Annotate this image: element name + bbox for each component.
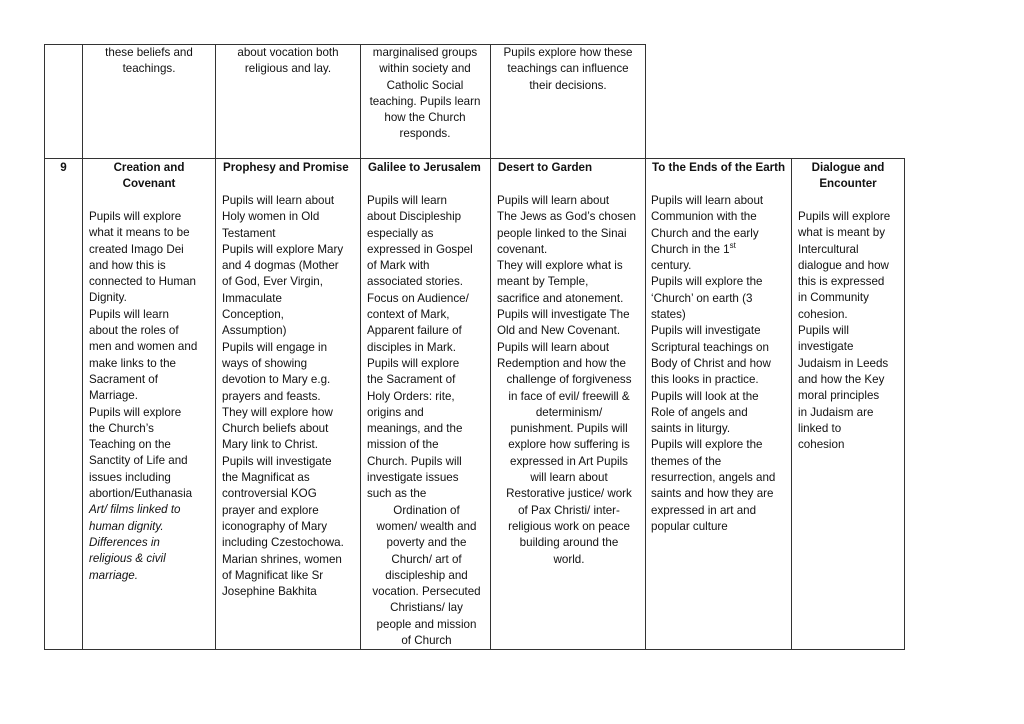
body-line: popular culture [651,519,728,533]
body-line: Immaculate [222,291,282,305]
body-line: Sanctity of Life and [89,454,188,468]
body-line-centered: in face of evil/ freewill & [508,389,630,403]
body-line: Josephine Bakhita [222,585,317,599]
unit-body-galilee [364,193,489,649]
body-line: Communion with the [651,210,757,224]
body-line: Holy women in Old [222,210,320,224]
body-line-centered: explore how suffering is [508,438,630,452]
body-line: Pupils will learn about [222,194,335,207]
body-line-superscript [651,242,788,258]
body-line: prayer and explore [222,503,319,517]
body-line-centered: punishment. Pupils will [510,422,628,436]
table-col-line-7 [904,158,905,650]
table-col-line-6 [791,158,792,650]
body-line: people linked to the Sinai [497,226,627,240]
body-line: Pupils will [798,324,849,338]
body-line: Pupils will engage in [222,340,328,354]
body-line-centered: expressed in Art Pupils [510,454,628,468]
superscript-st: st [729,241,736,251]
body-line: Pupils will learn about [497,194,610,207]
body-line: linked to [798,421,842,435]
unit-title-ends-of-earth: To the Ends of the Earth [652,161,786,174]
unit-body-prophesy [219,193,359,600]
body-line: origins and [367,405,424,419]
body-line: states) [651,308,686,322]
body-line: Pupils will explore [367,356,460,370]
body-line: and how the Key [798,372,885,386]
body-line: Pupils will look at the [651,389,759,403]
body-line: abortion/Euthanasia [89,487,193,501]
year-cell: 9 [60,161,67,174]
body-line: cohesion [798,438,845,452]
italic-line: religious & civil [89,552,166,566]
body-line-centered: Christians/ lay [390,601,463,615]
body-line: of Magnificat like Sr [222,568,324,582]
body-line: prayers and feasts. [222,389,321,403]
body-line: Teaching on the [89,438,171,452]
body-line: mission of the [367,438,439,452]
body-line: connected to Human [89,275,196,289]
body-line-centered: women/ wealth and [376,519,477,533]
body-line: ‘Church’ on earth (3 [651,291,753,305]
body-line-centered: of Church [401,634,452,648]
top-row-col4: marginalised groups within society and Catholic Social teaching. Pupils learn how the Church responds. [369,46,481,141]
body-line: the Church’s [89,421,154,435]
body-line-centered: of Pax Christi/ inter- [518,503,620,517]
body-line: in Community [798,291,869,305]
body-line: Marian shrines, women [222,552,342,566]
body-line: such as the [367,487,427,501]
body-line: Church. Pupils will [367,454,462,468]
body-line: about Discipleship [367,210,462,224]
body-line: ways of showing [222,356,308,370]
italic-line: Differences in [89,535,160,549]
body-line: Pupils will learn [367,194,447,207]
body-line: resurrection, angels and [651,471,776,485]
unit-body-creation [86,209,214,584]
body-line: created Imago Dei [89,242,184,256]
body-line: expressed in Gospel [367,242,473,256]
body-line: disciples in Mark. [367,340,456,354]
body-line: issues including [89,470,171,484]
body-line: devotion to Mary e.g. [222,373,331,387]
body-line: The Jews as God’s chosen [497,210,636,224]
body-line: Body of Christ and how [651,356,771,370]
top-row-col2: these beliefs and teachings. [105,46,193,76]
body-line: sacrifice and atonement. [497,291,624,305]
body-line: what is meant by [798,226,885,240]
body-line-centered: challenge of forgiveness [506,373,632,387]
italic-line: Art/ films linked to [89,503,181,517]
body-line: Scriptural teachings on [651,340,769,354]
body-line: Pupils will explore the [651,275,763,289]
body-line: Pupils will explore [798,210,891,223]
body-line: this is expressed [798,275,885,289]
body-line: saints in liturgy. [651,422,731,436]
body-line: the Sacrament of [367,373,456,387]
body-line: moral principles [798,389,880,403]
body-line: the Magnificat as [222,471,310,485]
body-line: controversial KOG [222,487,317,501]
body-line: They will explore what is [497,259,623,273]
body-line: make links to the [89,356,176,370]
body-line: including Czestochowa. [222,536,344,550]
italic-line: marriage. [89,568,138,582]
body-line-centered: building around the [519,536,619,550]
body-line-centered: vocation. Persecuted [372,585,481,599]
body-line: investigate [798,340,854,354]
body-line: Pupils will learn about [651,194,764,207]
body-line-centered: poverty and the [386,536,467,550]
body-line: Pupils will investigate The [497,308,630,322]
table-col-line-4 [490,44,491,650]
body-line: context of Mark, [367,308,450,322]
body-line: Sacrament of [89,372,158,386]
body-line-centered: discipleship and [385,568,468,582]
table-col-line-5 [645,44,646,650]
body-line: and 4 dogmas (Mother [222,259,339,273]
body-line-centered: religious work on peace [508,519,630,533]
unit-title-prophesy: Prophesy and Promise [223,161,349,174]
body-line-centered: world. [553,552,585,566]
body-line: Intercultural [798,242,859,256]
body-line: about the roles of [89,324,179,338]
body-line: Apparent failure of [367,324,462,338]
body-line-centered: Church/ art of [391,552,462,566]
body-line-centered: Restorative justice/ work [506,487,632,501]
body-line: Pupils will learn about [497,340,610,354]
body-line: Pupils will explore [89,405,182,419]
body-line: and how this is [89,258,166,272]
body-line: meanings, and the [367,422,463,436]
body-line: cohesion. [798,307,848,321]
unit-body-dialogue [795,209,903,453]
body-line: Pupils will investigate [651,324,761,338]
body-line: of God, Ever Virgin, [222,275,323,289]
body-line: Pupils will learn [89,307,169,321]
body-line: of Mark with [367,259,430,273]
body-line: Pupils will explore the [651,438,763,452]
sup-line-text: Church in the 1 [651,242,730,256]
body-line: Pupils will explore Mary [222,242,344,256]
body-line: themes of the [651,454,722,468]
table-col-line-2 [215,44,216,650]
body-line: investigate issues [367,471,459,485]
table-col-line-3 [360,44,361,650]
body-line: Pupils will investigate [222,454,332,468]
body-line: They will explore how [222,405,333,419]
body-line: Role of angels and [651,405,748,419]
body-line: Pupils will explore [89,210,182,223]
italic-line: human dignity. [89,519,164,533]
body-line: iconography of Mary [222,519,328,533]
unit-title-desert: Desert to Garden [498,161,593,174]
body-line: Assumption) [222,324,287,338]
body-line: Old and New Covenant. [497,324,621,338]
body-line: meant by Temple, [497,275,589,289]
body-line-centered: will learn about [530,471,608,485]
body-line: Testament [222,226,276,240]
unit-title-galilee: Galilee to Jerusalem [368,161,481,174]
body-line: Conception, [222,308,284,322]
body-line: associated stories. [367,275,464,289]
body-line: Focus on Audience/ [367,291,469,305]
body-line: Dignity. [89,291,127,305]
body-line: men and women and [89,340,198,354]
body-line: expressed in art and [651,503,757,517]
body-line-centered: determinism/ [535,405,603,419]
body-line: this looks in practice. [651,373,759,387]
body-line: in Judaism are [798,405,874,419]
unit-body-ends-of-earth [648,193,791,535]
body-line: covenant. [497,242,548,256]
body-line: century. [651,259,692,273]
body-line-centered: people and mission [376,617,477,631]
top-row-col3: about vocation both religious and lay. [237,46,339,76]
body-line: Redemption and how the [497,356,626,370]
body-line: Church beliefs about [222,422,329,436]
unit-title-creation: Creation and Covenant [113,161,185,191]
body-line: Marriage. [89,389,138,403]
body-line: saints and how they are [651,487,774,501]
table-border-row-divider [44,158,905,159]
top-row-col5: Pupils explore how these teachings can influence their decisions. [503,46,633,92]
unit-title-dialogue: Dialogue and Encounter [811,161,885,191]
unit-body-desert [494,193,644,568]
table-col-line-0 [44,44,45,650]
body-line: what it means to be [89,226,190,240]
body-line: Holy Orders: rite, [367,389,455,403]
body-line: Judaism in Leeds [798,356,889,370]
body-line: especially as [367,226,434,240]
body-line: Church and the early [651,226,759,240]
body-line: Mary link to Christ. [222,438,318,452]
body-line: dialogue and how [798,258,889,272]
body-line-centered: Ordination of [393,503,460,517]
table-col-line-1 [82,44,83,650]
